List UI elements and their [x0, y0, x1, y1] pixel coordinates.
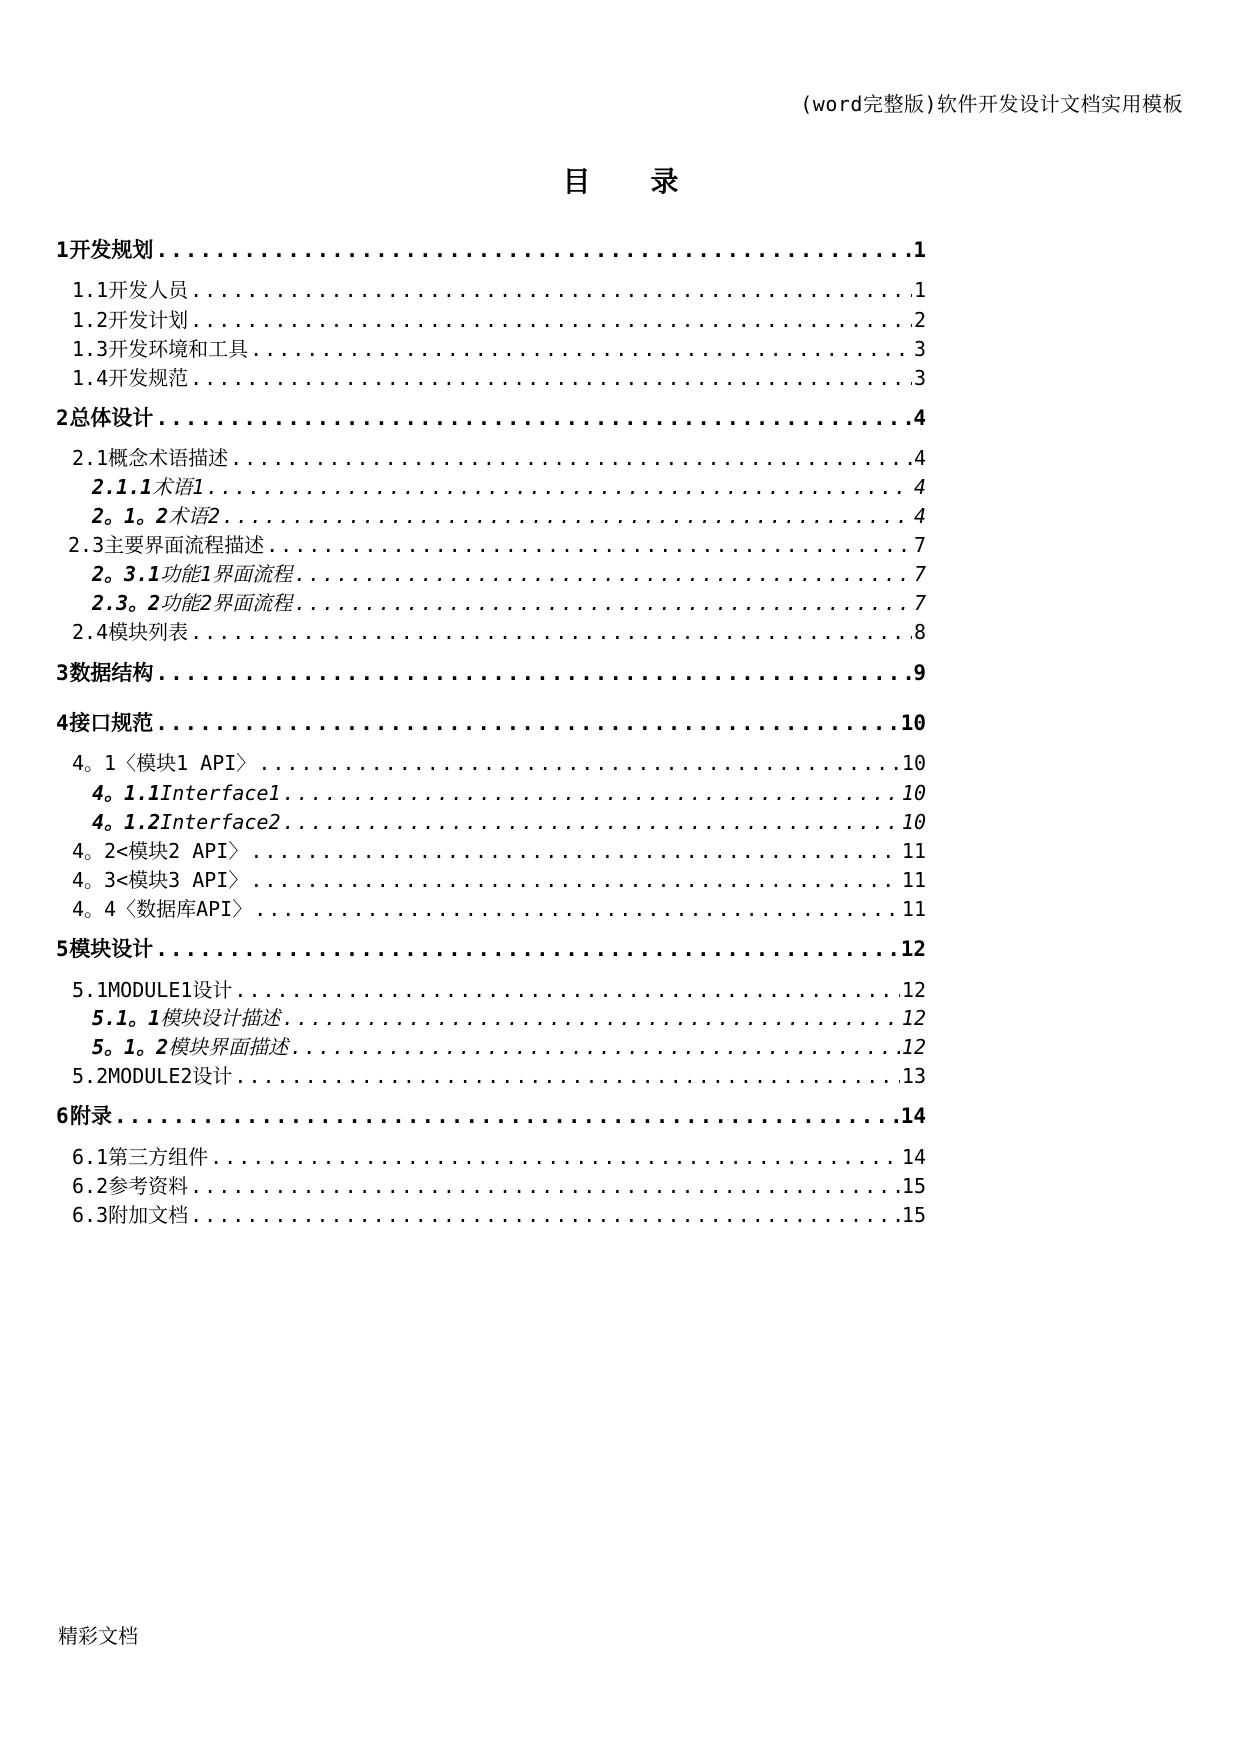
toc-entry-title: 模块界面描述 [168, 1035, 289, 1059]
toc-entry[interactable] [56, 746, 926, 776]
toc-entry[interactable] [56, 1099, 926, 1129]
toc-leader [190, 365, 912, 391]
toc-entry-title: 模块列表 [108, 620, 189, 644]
toc-entry-title: 数据结构 [69, 661, 154, 685]
toc-entry-page: 11 [901, 897, 926, 921]
toc-leader [283, 780, 900, 806]
toc-entry-page: 4 [913, 406, 926, 430]
toc-entry-page: 12 [901, 978, 926, 1002]
toc-entry-title: MODULE1设计 [108, 978, 233, 1002]
toc-entry-number: 6.3 [72, 1203, 109, 1227]
toc-entry-page: 4 [913, 446, 926, 470]
toc-entry[interactable] [56, 1001, 926, 1031]
toc-leader [266, 532, 912, 558]
toc-entry-page: 13 [901, 1064, 926, 1088]
toc-entry-number: 6.1 [72, 1145, 109, 1169]
toc-entry-number: 4 [56, 711, 69, 735]
toc-entry-number: 4。1.1 [92, 781, 161, 805]
toc-entry[interactable] [56, 615, 926, 645]
toc-entry-page: 14 [901, 1145, 926, 1169]
toc-entry-page: 14 [900, 1104, 926, 1128]
toc-entry-page: 10 [901, 781, 926, 805]
toc-leader [206, 474, 912, 500]
toc-entry[interactable] [56, 932, 926, 962]
toc-leader [155, 710, 898, 736]
toc-entry-number: 3 [56, 661, 69, 685]
toc-leader [190, 619, 912, 645]
toc-leader [250, 867, 900, 893]
toc-entry-page: 10 [901, 810, 926, 834]
toc-entry-page: 4 [913, 475, 926, 499]
toc-entry[interactable] [56, 1169, 926, 1199]
toc-entry[interactable] [56, 470, 926, 500]
toc-entry-number: 5.2 [72, 1064, 109, 1088]
toc-title-part1: 目 [562, 165, 591, 198]
toc-entry-number: 2.3。2 [92, 591, 161, 615]
toc-entry-page: 4 [913, 504, 926, 528]
toc-leader [234, 977, 899, 1003]
toc-entry-page: 12 [901, 1035, 926, 1059]
toc-entry-page: 1 [913, 278, 926, 302]
toc-entry-number: 2.1.1 [92, 475, 153, 499]
toc-entry[interactable] [56, 361, 926, 391]
toc-entry[interactable] [56, 273, 926, 303]
toc-entry-number: 2.1 [72, 446, 109, 470]
toc-leader [190, 1173, 900, 1199]
toc-entry-title: MODULE2设计 [108, 1064, 233, 1088]
toc-entry-number: 5.1 [72, 978, 109, 1002]
toc-entry[interactable] [56, 233, 926, 263]
toc-leader [258, 750, 900, 776]
toc-leader [250, 336, 912, 362]
toc-entry-number: 2 [56, 406, 69, 430]
toc-entry-title: 主要界面流程描述 [104, 533, 265, 557]
toc-entry-number: 1.1 [72, 278, 109, 302]
toc-entry[interactable] [56, 1030, 926, 1060]
toc-entry-number: 1 [56, 238, 69, 262]
toc-leader [155, 660, 911, 686]
toc-entry[interactable] [56, 706, 926, 736]
toc-entry-title: 模块设计描述 [160, 1006, 281, 1030]
toc-entry[interactable] [56, 805, 926, 835]
toc-entry[interactable] [56, 973, 926, 1003]
toc-entry-page: 11 [901, 839, 926, 863]
toc-entry-page: 12 [900, 937, 926, 961]
toc-leader [222, 503, 912, 529]
toc-entry[interactable] [56, 834, 926, 864]
toc-entry-title: <模块2 API〉 [116, 839, 249, 863]
toc-entry-number: 4。4 [72, 897, 117, 921]
toc-entry[interactable] [56, 499, 926, 529]
toc-entry-page: 2 [913, 308, 926, 332]
toc-entry-title: 附录 [69, 1104, 112, 1128]
toc-entry[interactable] [56, 1140, 926, 1170]
toc-entry-title: 术语2 [168, 504, 221, 528]
toc-entry-title: 〈数据库API〉 [116, 897, 253, 921]
toc-leader [210, 1144, 900, 1170]
toc-leader [283, 809, 900, 835]
toc-entry-number: 4。1.2 [92, 810, 161, 834]
toc-entry-page: 8 [913, 620, 926, 644]
toc-entry-title: 附加文档 [108, 1203, 189, 1227]
toc-entry-number: 6.2 [72, 1174, 109, 1198]
toc-entry-title: 术语1 [152, 475, 205, 499]
toc-entry-title: Interface1 [160, 781, 281, 805]
toc-leader [114, 1103, 899, 1129]
toc-entry-page: 1 [913, 238, 926, 262]
toc-entry-page: 3 [913, 337, 926, 361]
toc-entry-page: 11 [901, 868, 926, 892]
toc-entry-number: 1.3 [72, 337, 109, 361]
toc-entry-title: 〈模块1 API〉 [116, 751, 257, 775]
toc-leader [250, 838, 900, 864]
toc-entry-title: 总体设计 [69, 406, 154, 430]
toc-entry-number: 4。1 [72, 751, 117, 775]
toc-entry[interactable] [56, 332, 926, 362]
toc-leader [190, 277, 912, 303]
toc-entry-title: 接口规范 [69, 711, 154, 735]
toc-entry[interactable] [56, 586, 926, 616]
toc-entry-page: 15 [901, 1174, 926, 1198]
toc-title-part2: 录 [650, 165, 679, 198]
toc-entry[interactable] [56, 557, 926, 587]
toc-entry[interactable] [56, 303, 926, 333]
toc-leader [294, 590, 912, 616]
page-footer: 精彩文档 [58, 1624, 138, 1648]
toc-entry-page: 10 [901, 751, 926, 775]
toc-entry[interactable] [56, 401, 926, 431]
toc-entry-number: 2。1。2 [92, 504, 169, 528]
toc-entry-page: 7 [913, 562, 926, 586]
toc-leader [282, 1005, 900, 1031]
toc-leader [155, 237, 911, 263]
toc-entry-title: 开发环境和工具 [108, 337, 249, 361]
toc-entry-page: 12 [901, 1006, 926, 1030]
toc-leader [234, 1063, 899, 1089]
toc-leader [190, 307, 912, 333]
toc-entry-number: 5。1。2 [92, 1035, 169, 1059]
toc-entry-number: 6 [56, 1104, 69, 1128]
toc-entry[interactable] [56, 656, 926, 686]
toc-entry-title: 模块设计 [69, 937, 154, 961]
toc-entry-page: 3 [913, 366, 926, 390]
toc-entry-title: 第三方组件 [108, 1145, 209, 1169]
toc-entry[interactable] [56, 1059, 926, 1089]
toc-entry-number: 2.4 [72, 620, 109, 644]
toc-entry-title: 参考资料 [108, 1174, 189, 1198]
toc-entry-number: 1.4 [72, 366, 109, 390]
toc-entry-title: 概念术语描述 [108, 446, 229, 470]
toc-leader [290, 1034, 900, 1060]
toc-entry-title: 开发人员 [108, 278, 189, 302]
toc-entry-title: 功能1界面流程 [160, 562, 293, 586]
toc-leader [155, 936, 898, 962]
toc-entry-title: 开发计划 [108, 308, 189, 332]
toc-entry[interactable] [56, 776, 926, 806]
toc-entry-number: 2。3.1 [92, 562, 161, 586]
toc-leader [254, 896, 900, 922]
toc-entry[interactable] [56, 528, 926, 558]
toc-title [0, 160, 1241, 200]
toc-entry-number: 4。3 [72, 868, 117, 892]
toc-entry-page: 10 [900, 711, 926, 735]
toc-entry-number: 1.2 [72, 308, 109, 332]
toc-leader [230, 445, 912, 471]
toc-entry-page: 7 [913, 591, 926, 615]
toc-leader [294, 561, 912, 587]
toc-entry-title: 功能2界面流程 [160, 591, 293, 615]
toc-entry-number: 2.3 [68, 533, 105, 557]
toc-entry-title: <模块3 API〉 [116, 868, 249, 892]
toc-entry-page: 7 [913, 533, 926, 557]
toc-entry[interactable] [56, 863, 926, 893]
toc-entry[interactable] [56, 892, 926, 922]
page-header: (word完整版)软件开发设计文档实用模板 [800, 92, 1183, 116]
toc-entry-title: Interface2 [160, 810, 281, 834]
toc-entry-page: 9 [913, 661, 926, 685]
toc-entry[interactable] [56, 441, 926, 471]
toc-entry-number: 5.1。1 [92, 1006, 161, 1030]
toc-entry-number: 5 [56, 937, 69, 961]
toc-entry-title: 开发规范 [108, 366, 189, 390]
toc-leader [155, 405, 911, 431]
toc-entry[interactable] [56, 1198, 926, 1228]
toc-entry-page: 15 [901, 1203, 926, 1227]
toc-entry-number: 4。2 [72, 839, 117, 863]
toc-entry-title: 开发规划 [69, 238, 154, 262]
toc-leader [190, 1202, 900, 1228]
